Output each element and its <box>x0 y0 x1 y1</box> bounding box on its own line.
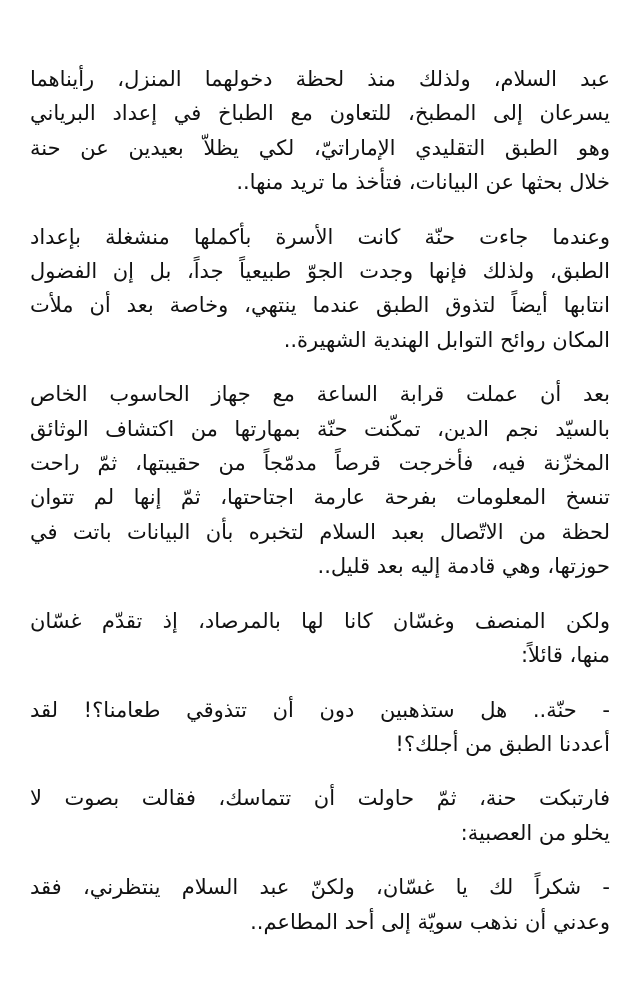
text-line: انتابها أيضاً لتذوق الطبق عندما ينتهي، وخاصة بعد أن ملأت <box>30 293 610 318</box>
paragraph-4 <box>30 604 610 673</box>
text-line: فارتبكت حنة، ثمّ حاولت أن تتماسك، فقالت بصوت لا <box>30 786 610 811</box>
text-line: يخلو من العصبية: <box>460 820 610 845</box>
text-line: لحظة من الاتّصال بعبد السلام لتخبره بأن البيانات باتت في <box>30 519 610 544</box>
text-line: منها، قائلاً: <box>520 643 610 668</box>
paragraph-7-dialogue <box>30 870 610 939</box>
paragraph-6 <box>30 781 610 850</box>
text-line: - حنّة.. هل ستذهبين دون أن تتذوقي طعامنا؟! لقد <box>30 697 610 722</box>
paragraph-1 <box>30 62 610 200</box>
text-line: وهو الطبق التقليدي الإماراتيّ، لكي يظلاّ بعيدين عن حنة <box>30 135 610 160</box>
paragraph-3 <box>30 377 610 583</box>
text-line: يسرعان إلى المطبخ، للتعاون مع الطباخ في إعداد البرياني <box>30 101 610 126</box>
text-line: ولكن المنصف وغسّان كانا لها بالمرصاد، إذ تقدّم غسّان <box>30 608 610 633</box>
text-line: - شكراً لك يا غسّان، ولكنّ عبد السلام ينتظرني، فقد <box>30 875 610 900</box>
text-line: بعد أن عملت قرابة الساعة مع جهاز الحاسوب الخاص <box>30 382 610 407</box>
text-line: حوزتها، وهي قادمة إليه بعد قليل.. <box>317 554 610 579</box>
text-line: الطبق، ولذلك فإنها وجدت الجوّ طبيعياً جداً، بل إن الفضول <box>30 259 610 284</box>
text-line: وعندما جاءت حنّة كانت الأسرة بأكملها منشغلة بإعداد <box>30 224 610 249</box>
paragraph-5-dialogue <box>30 693 610 762</box>
text-line: المكان روائح التوابل الهندية الشهيرة.. <box>283 327 610 352</box>
text-line: بالسيّد نجم الدين، تمكّنت حنّة بمهارتها من اكتشاف الوثائق <box>30 416 610 441</box>
text-line: خلال بحثها عن البيانات، فتأخذ ما تريد منها.. <box>236 170 610 195</box>
text-line: أعددنا الطبق من أجلك؟! <box>395 731 610 756</box>
text-line: وعدني أن نذهب سويّة إلى أحد المطاعم.. <box>250 909 610 934</box>
paragraph-2 <box>30 220 610 358</box>
text-line: عبد السلام، ولذلك منذ لحظة دخولهما المنزل، رأيناهما <box>30 67 610 91</box>
text-line: تنسخ المعلومات بفرحة عارمة اجتاحتها، ثمّ إنها لم تتوان <box>30 485 610 510</box>
text-line: المخزّنة فيه، فأخرجت قرصاً مدمّجاً من حقيبتها، ثمّ راحت <box>30 451 610 476</box>
